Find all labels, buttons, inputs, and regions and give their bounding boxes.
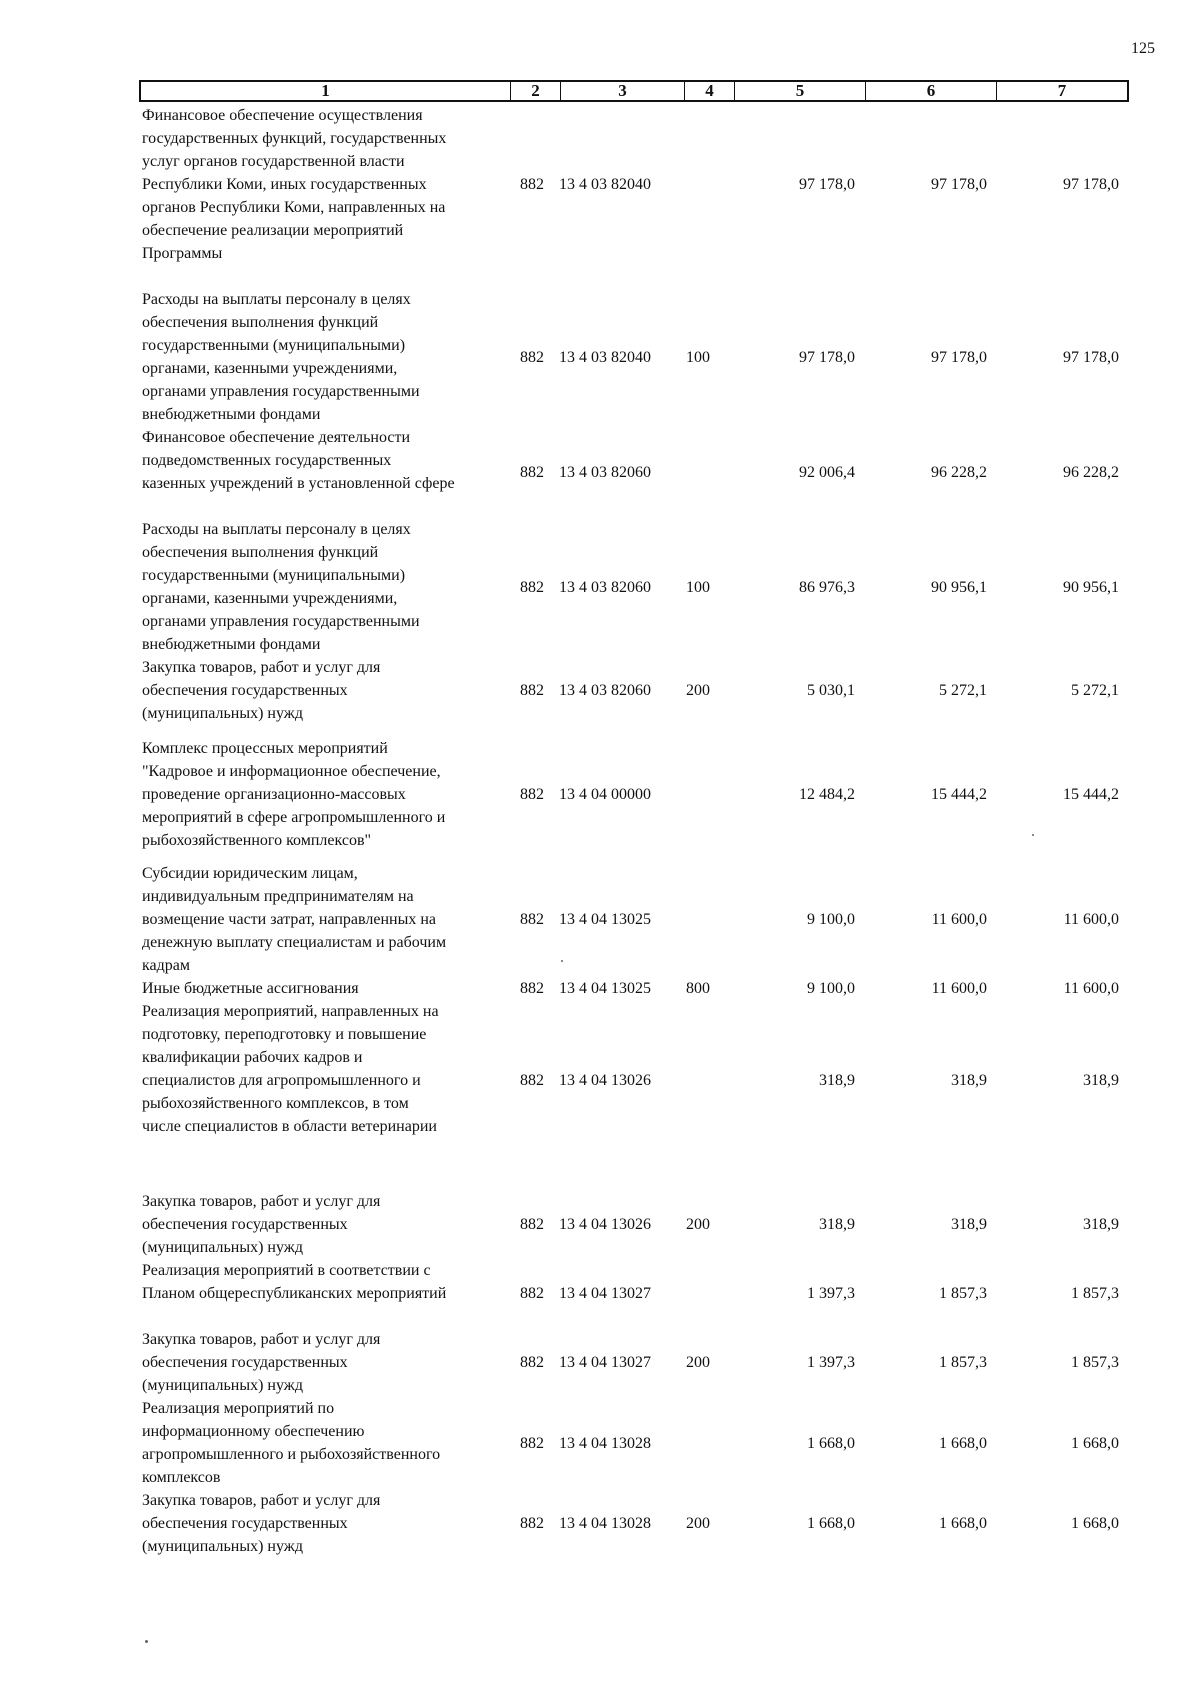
row-year2: 11 600,0 [931, 980, 987, 997]
scan-speck [561, 960, 563, 962]
row-year1: 97 178,0 [799, 176, 855, 193]
row-ved: 882 [520, 682, 544, 699]
row-year1: 318,9 [819, 1216, 855, 1233]
header-col-6: 6 [865, 82, 996, 100]
row-year1: 1 668,0 [807, 1435, 855, 1452]
row-description: Закупка товаров, работ и услуг для обеспечения государственных (муниципальных) нужд [142, 659, 381, 722]
row-ved: 882 [520, 579, 544, 596]
row-year3: 11 600,0 [1063, 911, 1119, 928]
row-year2: 1 857,3 [939, 1285, 987, 1302]
row-year2: 318,9 [951, 1072, 987, 1089]
row-vr: 200 [686, 1216, 710, 1233]
row-vr: 200 [686, 1354, 710, 1371]
row-year2: 11 600,0 [931, 911, 987, 928]
header-col-5: 5 [734, 82, 865, 100]
row-csr: 13 4 04 13028 [559, 1515, 651, 1532]
row-year2: 1 668,0 [939, 1435, 987, 1452]
row-ved: 882 [520, 1285, 544, 1302]
row-ved: 882 [520, 1435, 544, 1452]
row-year3: 15 444,2 [1063, 786, 1119, 803]
row-ved: 882 [520, 464, 544, 481]
table-row [0, 426, 1200, 495]
row-ved: 882 [520, 349, 544, 366]
row-year3: 90 956,1 [1063, 579, 1119, 596]
table-row [0, 1489, 1200, 1558]
table-row [0, 977, 1200, 1000]
row-year3: 5 272,1 [1071, 682, 1119, 699]
header-col-1: 1 [321, 81, 330, 100]
row-description: Реализация мероприятий в соответствии с Планом общереспубликанских мероприятий [142, 1262, 447, 1302]
row-year3: 97 178,0 [1063, 349, 1119, 366]
row-year3: 11 600,0 [1063, 980, 1119, 997]
row-year3: 1 857,3 [1071, 1354, 1119, 1371]
row-csr: 13 4 03 82060 [559, 464, 651, 481]
row-csr: 13 4 04 13025 [559, 911, 651, 928]
table-row [0, 1000, 1200, 1138]
table-row [0, 288, 1200, 426]
row-year2: 90 956,1 [931, 579, 987, 596]
row-year2: 97 178,0 [931, 176, 987, 193]
table-row [0, 862, 1200, 977]
row-csr: 13 4 04 13027 [559, 1354, 651, 1371]
table-row [0, 1328, 1200, 1397]
row-year3: 1 668,0 [1071, 1515, 1119, 1532]
table-header [139, 80, 1129, 102]
row-description: Комплекс процессных мероприятий "Кадровое и информационное обеспечение, проведение организационно-массовых мероприятий в сфере агропромышленного и рыбохозяйственного комплексов" [142, 740, 446, 849]
row-year3: 1 668,0 [1071, 1435, 1119, 1452]
row-year1: 318,9 [819, 1072, 855, 1089]
row-description: Иные бюджетные ассигнования [142, 980, 359, 997]
row-year2: 97 178,0 [931, 349, 987, 366]
row-year2: 5 272,1 [939, 682, 987, 699]
row-vr: 100 [686, 579, 710, 596]
row-ved: 882 [520, 1216, 544, 1233]
row-csr: 13 4 03 82060 [559, 682, 651, 699]
row-csr: 13 4 04 00000 [559, 786, 651, 803]
row-ved: 882 [520, 1354, 544, 1371]
header-col-3: 3 [560, 82, 684, 100]
row-year3: 96 228,2 [1063, 464, 1119, 481]
row-vr: 200 [686, 1515, 710, 1532]
row-description: Реализация мероприятий по информационному обеспечению агропромышленного и рыбохозяйственного комплексов [142, 1400, 441, 1486]
row-csr: 13 4 04 13026 [559, 1216, 651, 1233]
row-year3: 318,9 [1083, 1072, 1119, 1089]
row-ved: 882 [520, 176, 544, 193]
row-year2: 96 228,2 [931, 464, 987, 481]
row-vr: 200 [686, 682, 710, 699]
row-csr: 13 4 03 82040 [559, 176, 651, 193]
row-year1: 1 397,3 [807, 1285, 855, 1302]
row-year3: 1 857,3 [1071, 1285, 1119, 1302]
row-description: Расходы на выплаты персоналу в целях обеспечения выполнения функций государственными (муниципальными) органами, казенными учреждениями, органами управления государственными внебюджетными фондами [142, 521, 420, 653]
page-number: 125 [1131, 40, 1155, 57]
row-ved: 882 [520, 911, 544, 928]
row-description: Финансовое обеспечение осуществления государственных функций, государственных услуг органов государственной власти Республики Коми, иных государственных органов Республики Коми, направленных на обеспечение реализации мероприятий Программы [142, 107, 447, 262]
row-csr: 13 4 04 13027 [559, 1285, 651, 1302]
row-year1: 92 006,4 [799, 464, 855, 481]
row-ved: 882 [520, 1515, 544, 1532]
scan-speck [145, 1640, 148, 1643]
table-row [0, 104, 1200, 265]
header-col-7: 7 [996, 82, 1127, 100]
row-year1: 97 178,0 [799, 349, 855, 366]
row-description: Закупка товаров, работ и услуг для обеспечения государственных (муниципальных) нужд [142, 1492, 381, 1555]
table-row [0, 737, 1200, 852]
row-year2: 1 668,0 [939, 1515, 987, 1532]
table-row [0, 1190, 1200, 1259]
row-year3: 318,9 [1083, 1216, 1119, 1233]
row-year1: 9 100,0 [807, 980, 855, 997]
row-description: Субсидии юридическим лицам, индивидуальным предпринимателям на возмещение части затрат, направленных на денежную выплату специалистам и рабочим кадрам [142, 865, 447, 974]
header-col-2: 2 [510, 82, 560, 100]
scan-speck [1032, 834, 1034, 836]
header-col-4: 4 [684, 82, 734, 100]
table-row [0, 518, 1200, 656]
row-year2: 15 444,2 [931, 786, 987, 803]
row-year1: 12 484,2 [799, 786, 855, 803]
row-description: Реализация мероприятий, направленных на подготовку, переподготовку и повышение квалификации рабочих кадров и специалистов для агропромышленного и рыбохозяйственного комплексов, в том числе специалистов в области ветеринарии [142, 1003, 439, 1135]
row-ved: 882 [520, 786, 544, 803]
row-ved: 882 [520, 980, 544, 997]
row-csr: 13 4 04 13025 [559, 980, 651, 997]
row-description: Расходы на выплаты персоналу в целях обеспечения выполнения функций государственными (муниципальными) органами, казенными учреждениями, органами управления государственными внебюджетными фондами [142, 291, 420, 423]
row-ved: 882 [520, 1072, 544, 1089]
row-year1: 1 668,0 [807, 1515, 855, 1532]
row-year1: 5 030,1 [807, 682, 855, 699]
row-csr: 13 4 03 82040 [559, 349, 651, 366]
row-csr: 13 4 04 13028 [559, 1435, 651, 1452]
row-year3: 97 178,0 [1063, 176, 1119, 193]
row-description: Закупка товаров, работ и услуг для обеспечения государственных (муниципальных) нужд [142, 1331, 381, 1394]
row-year1: 86 976,3 [799, 579, 855, 596]
row-year2: 318,9 [951, 1216, 987, 1233]
row-csr: 13 4 03 82060 [559, 579, 651, 596]
table-row [0, 1397, 1200, 1489]
row-year1: 9 100,0 [807, 911, 855, 928]
row-csr: 13 4 04 13026 [559, 1072, 651, 1089]
row-vr: 100 [686, 349, 710, 366]
row-vr: 800 [686, 980, 710, 997]
row-description: Финансовое обеспечение деятельности подведомственных государственных казенных учреждений в установленной сфере [142, 429, 455, 492]
table-row [0, 1259, 1200, 1305]
row-year1: 1 397,3 [807, 1354, 855, 1371]
row-year2: 1 857,3 [939, 1354, 987, 1371]
table-row [0, 656, 1200, 725]
row-description: Закупка товаров, работ и услуг для обеспечения государственных (муниципальных) нужд [142, 1193, 381, 1256]
